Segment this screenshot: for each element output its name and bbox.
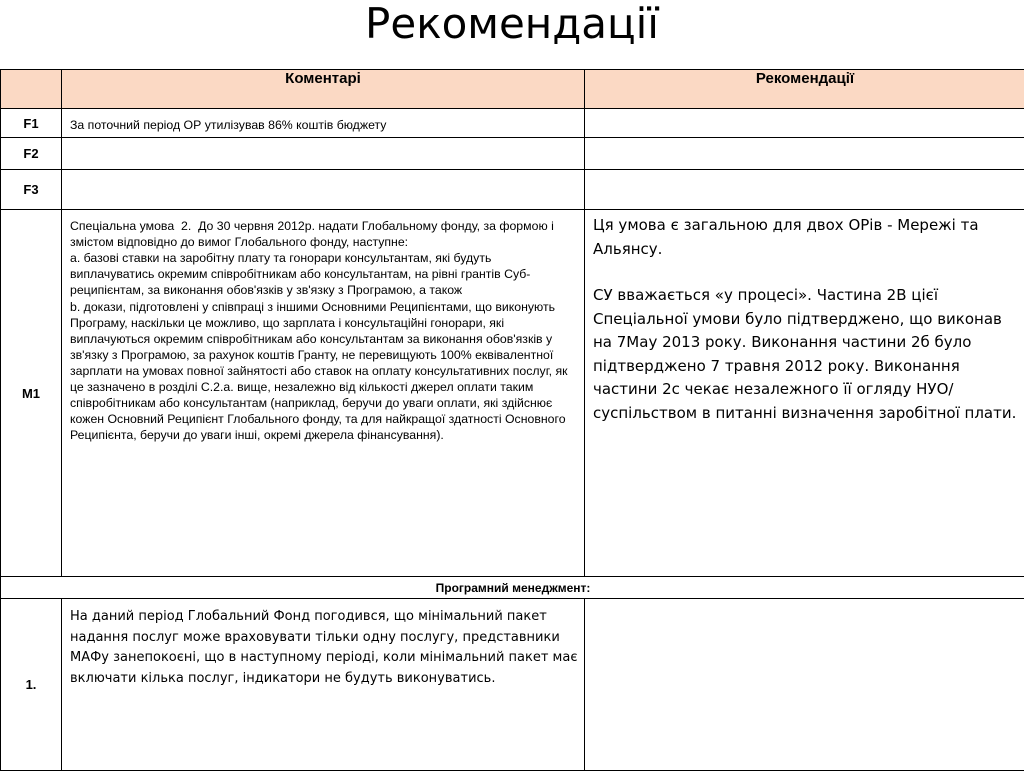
page-title: Рекомендації	[0, 0, 1024, 60]
row-comment: За поточний період ОР утилізував 86% коштів бюджету	[62, 109, 585, 138]
row-id: F2	[1, 138, 62, 170]
row-id: F3	[1, 170, 62, 210]
row-recommendation	[585, 170, 1024, 210]
table-header-row	[1, 70, 1024, 109]
header-comments: Коментарі	[62, 70, 585, 109]
m1-comment-text: Спеціальна умова 2. До 30 червня 2012р. надати Глобальному фонду, за формою і змістом відповідно до вимог Глобального фонду, наступне: а. базові ставки на заробітну плату та гонорари консультантам, які будуть виплачуватись окремим співробітникам або консультантам, на рівні грантів Суб-реципієнтам, за виконання обов'язків у зв'язку з Програмою, а також b. докази, підготовлені у співпраці з іншими Основними Реципієнтами, що виконують Програму, наскільки це можливо, що зарплата і консультаційні гонорари, які виплачуються окремим співробітникам або консультантам за виконання обов'язків у зв'язку з Програмою, за рахунок коштів Гранту, не перевищують 100% еквівалентної зарплати на умовах повної зайнятості або ставок на оплату консультативних послуг, як це зазначено в розділі С.2.а. вище, незалежно від кількості джерел оплати таким співробітникам або консультантам (наприклад, беручи до уваги оплати, які здійснює кожен Основний Реципієнт Глобального фонду, та для найкращої здатності Основного Реципієнта, беручи до уваги інші, окремі джерела фінансування).	[70, 218, 578, 443]
header-recommendations: Рекомендації	[585, 70, 1024, 109]
row-comment: На даний період Глобальний Фонд погодився, що мінімальний пакет надання послуг може враховувати тільки одну послугу, представники МАФу занепокоєні, що в наступному періоді, коли мінімальний пакет має включати кілька послуг, індикатори не будуть виконуватись.	[62, 599, 585, 771]
table-row	[1, 170, 1024, 210]
row-comment	[62, 210, 585, 577]
row-recommendation	[585, 138, 1024, 170]
row-recommendation	[585, 210, 1024, 577]
row-id: M1	[1, 210, 62, 577]
row-comment	[62, 138, 585, 170]
section-header-row	[1, 577, 1024, 599]
row-id: F1	[1, 109, 62, 138]
header-id	[1, 70, 62, 109]
table-row	[1, 599, 1024, 771]
section-label: Програмний менеджмент:	[1, 577, 1024, 599]
table-row	[1, 109, 1024, 138]
row-id: 1.	[1, 599, 62, 771]
table-row	[1, 138, 1024, 170]
row-recommendation	[585, 109, 1024, 138]
m1-recommendation-p1: Ця умова є загальною для двох ОРів - Мережі та Альянсу.	[593, 214, 1019, 261]
row-comment	[62, 170, 585, 210]
m1-recommendation-p2: СУ вважається «у процесі». Частина 2В цієї Спеціальної умови було підтверджено, що виконав на 7May 2013 року. Виконання частини 2б було підтверджено 7 травня 2012 року. Виконання частини 2с чекає незалежного її огляду НУО/суспільством в питанні визначення заробітної плати.	[593, 284, 1019, 425]
recommendations-table	[0, 69, 1024, 771]
table-row	[1, 210, 1024, 577]
row-recommendation	[585, 599, 1024, 771]
